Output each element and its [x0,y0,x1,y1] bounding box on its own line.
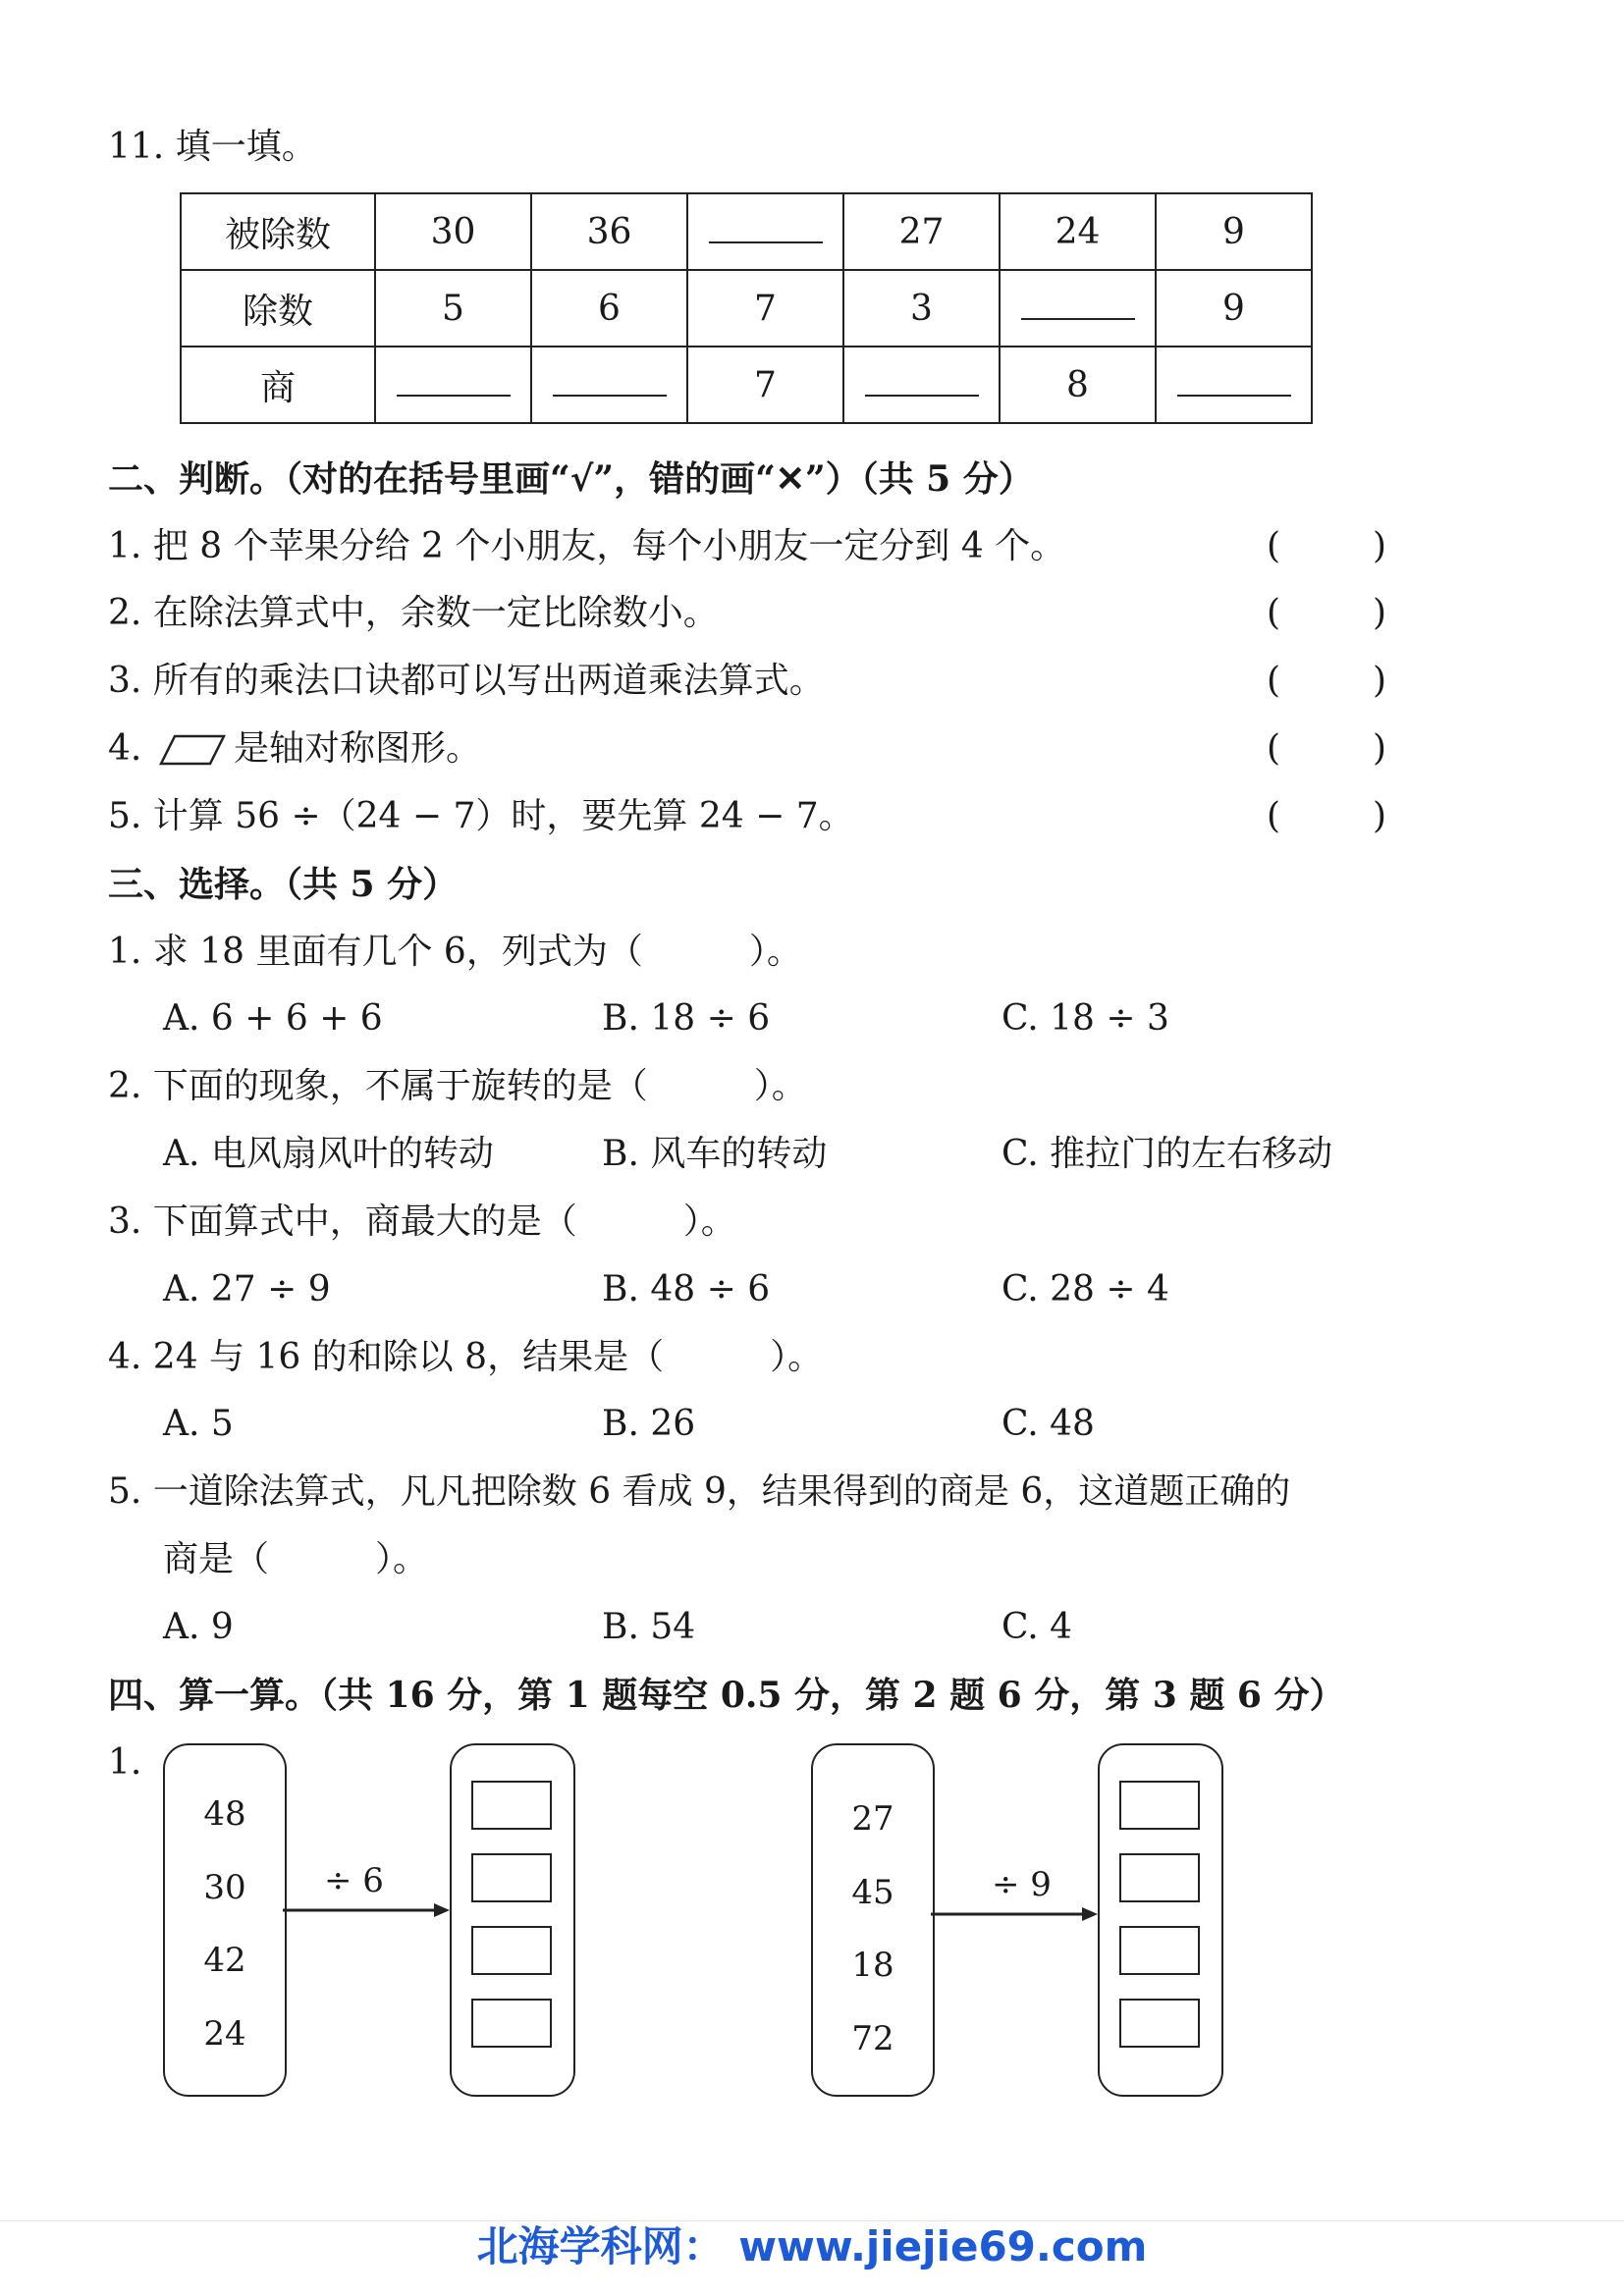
answer-box[interactable] [471,1853,552,1902]
input-number: 27 [851,1799,894,1839]
answer-box[interactable] [1119,1853,1200,1902]
option-c[interactable]: C. 48 [1001,1404,1095,1444]
option-a[interactable]: A. 5 [163,1404,234,1444]
judge-item-4: 是轴对称图形。 [234,728,482,769]
blank-cell[interactable] [1156,347,1312,423]
q11-table [180,192,1313,424]
q11-title: 11. 填一填。 [108,127,317,167]
row-label: 商 [181,347,375,423]
judge-item-3: 3. 所有的乘法口诀都可以写出两道乘法算式。 [108,661,825,701]
option-a[interactable]: A. 6 + 6 + 6 [163,998,383,1039]
judge-item-2: 2. 在除法算式中，余数一定比除数小。 [108,593,719,633]
option-b[interactable]: B. 54 [602,1607,696,1647]
judge-item-5: 5. 计算 56 ÷（24 − 7）时，要先算 24 − 7。 [108,796,854,836]
input-number: 18 [851,1946,894,1985]
option-b[interactable]: B. 18 ÷ 6 [602,998,771,1039]
section4-heading: 四、算一算。（共 16 分，第 1 题每空 0.5 分，第 2 题 6 分，第 3 题 6 分） [108,1675,1345,1716]
option-c[interactable]: C. 4 [1001,1607,1073,1647]
output-box [450,1743,575,2097]
output-box [1098,1743,1223,2097]
choice-question-5-cont: 商是（ ）。 [163,1539,429,1579]
row-label: 被除数 [181,193,375,270]
calc-q1-label: 1. [108,1742,142,1783]
table-row [181,193,1312,270]
table-cell: 9 [1156,193,1312,270]
judge-item-4-number: 4. [108,728,142,769]
table-cell: 7 [687,270,843,347]
choice-question-2: 2. 下面的现象，不属于旋转的是（ ）。 [108,1066,807,1106]
input-number: 42 [203,1941,246,1980]
option-b[interactable]: B. 26 [602,1404,696,1444]
choice-question-5: 5. 一道除法算式，凡凡把除数 6 看成 9，结果得到的商是 6，这道题正确的 [108,1471,1291,1512]
footer-watermark: 北海学科网： www.jiejie69.com [476,2222,1148,2270]
answer-box[interactable] [471,1781,552,1830]
blank-cell[interactable] [1000,270,1156,347]
judge-item-1: 1. 把 8 个苹果分给 2 个小朋友，每个小朋友一定分到 4 个。 [108,526,1066,566]
option-b[interactable]: B. 风车的转动 [602,1134,828,1174]
choice-question-3: 3. 下面算式中，商最大的是（ ）。 [108,1201,736,1242]
answer-box[interactable] [471,1926,552,1975]
blank-cell[interactable] [375,347,531,423]
answer-box[interactable] [1119,1999,1200,2048]
row-label: 除数 [181,270,375,347]
input-box [811,1743,935,2097]
answer-box[interactable] [471,1999,552,2048]
answer-box[interactable] [1119,1781,1200,1830]
section3-heading: 三、选择。（共 5 分） [108,864,459,905]
section2-heading: 二、判断。（对的在括号里画“√”，错的画“✕”）（共 5 分） [108,458,1034,500]
table-cell: 27 [843,193,1000,270]
input-number: 72 [851,2019,894,2058]
table-row [181,347,1312,423]
input-number: 30 [203,1868,246,1907]
arrow-icon [283,1900,452,1920]
table-row [181,270,1312,347]
input-number: 45 [851,1873,894,1912]
operator-label: ÷ 6 [324,1861,384,1900]
arrow-icon [931,1904,1100,1924]
table-cell: 5 [375,270,531,347]
choice-question-1: 1. 求 18 里面有几个 6，列式为（ ）。 [108,932,802,972]
option-a[interactable]: A. 电风扇风叶的转动 [163,1134,494,1174]
table-cell: 6 [531,270,687,347]
choice-question-4: 4. 24 与 16 的和除以 8，结果是（ ）。 [108,1337,824,1377]
input-number: 48 [203,1794,246,1834]
option-c[interactable]: C. 推拉门的左右移动 [1001,1134,1333,1174]
blank-cell[interactable] [687,193,843,270]
parallelogram-icon [159,734,226,768]
table-cell: 9 [1156,270,1312,347]
table-cell: 24 [1000,193,1156,270]
table-cell: 8 [1000,347,1156,423]
operator-label: ÷ 9 [992,1865,1052,1904]
input-number: 24 [203,2014,246,2054]
option-a[interactable]: A. 27 ÷ 9 [163,1269,331,1309]
answer-box[interactable] [1119,1926,1200,1975]
table-cell: 3 [843,270,1000,347]
blank-cell[interactable] [843,347,1000,423]
option-a[interactable]: A. 9 [163,1607,234,1647]
input-box [163,1743,287,2097]
table-cell: 7 [687,347,843,423]
option-c[interactable]: C. 18 ÷ 3 [1001,998,1169,1039]
blank-cell[interactable] [531,347,687,423]
option-b[interactable]: B. 48 ÷ 6 [602,1269,771,1309]
table-cell: 30 [375,193,531,270]
option-c[interactable]: C. 28 ÷ 4 [1001,1269,1169,1309]
table-cell: 36 [531,193,687,270]
